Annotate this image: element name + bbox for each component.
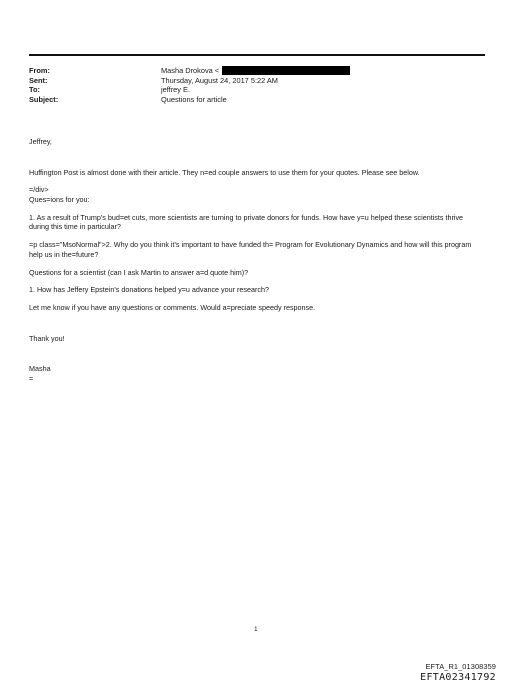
scientist-intro: Questions for a scientist (can I ask Martin to answer a=d quote him)? bbox=[29, 267, 249, 277]
email-header bbox=[29, 66, 350, 104]
from-value: Masha Drokova < bbox=[161, 66, 220, 75]
sent-row bbox=[29, 76, 350, 86]
sent-label: Sent: bbox=[29, 75, 48, 85]
subject-value: Questions for article bbox=[161, 94, 227, 104]
to-value: jeffrey E. bbox=[161, 85, 191, 95]
question-1: 1. As a result of Trump's bud=et cuts, more scientists are turning to private donors for funds. How have y=u helped these scientists thrive during this time in particular? bbox=[29, 212, 464, 232]
scientist-question-1: 1. How has Jeffery Epstein's donations helped y=u advance your research? bbox=[29, 285, 269, 295]
signature-equals: = bbox=[29, 373, 34, 383]
email-body bbox=[29, 137, 479, 392]
div-tag-text: =/div> bbox=[29, 185, 49, 195]
to-row bbox=[29, 85, 350, 95]
sent-value: Thursday, August 24, 2017 5:22 AM bbox=[161, 75, 278, 85]
header-rule bbox=[29, 54, 485, 56]
closing: Let me know if you have any questions or comments. Would a=preciate speedy response. bbox=[29, 303, 316, 313]
redaction-bar bbox=[222, 66, 350, 75]
thanks: Thank you! bbox=[29, 333, 65, 343]
page-number: 1 bbox=[254, 626, 258, 633]
to-label: To: bbox=[29, 85, 40, 95]
from-label: From: bbox=[29, 66, 50, 75]
questions-intro: Ques=ions for you: bbox=[29, 194, 90, 204]
subject-label: Subject: bbox=[29, 94, 59, 104]
subject-row bbox=[29, 95, 350, 105]
greeting: Jeffrey, bbox=[29, 137, 52, 146]
signature: Masha bbox=[29, 364, 51, 374]
bates-number-2: EFTA02341792 bbox=[420, 672, 496, 683]
question-2: =p class="MsoNormal">2. Why do you think it's important to have funded th= Program for Evolutionary Dynamics and how will this program help us in the=future? bbox=[29, 240, 472, 259]
from-row bbox=[29, 66, 350, 76]
bates-number-1: EFTA_R1_01308359 bbox=[425, 662, 496, 671]
paragraph-intro: Huffington Post is almost done with their article. They n=ed couple answers to use them for your quotes. Please see below. bbox=[29, 167, 420, 177]
